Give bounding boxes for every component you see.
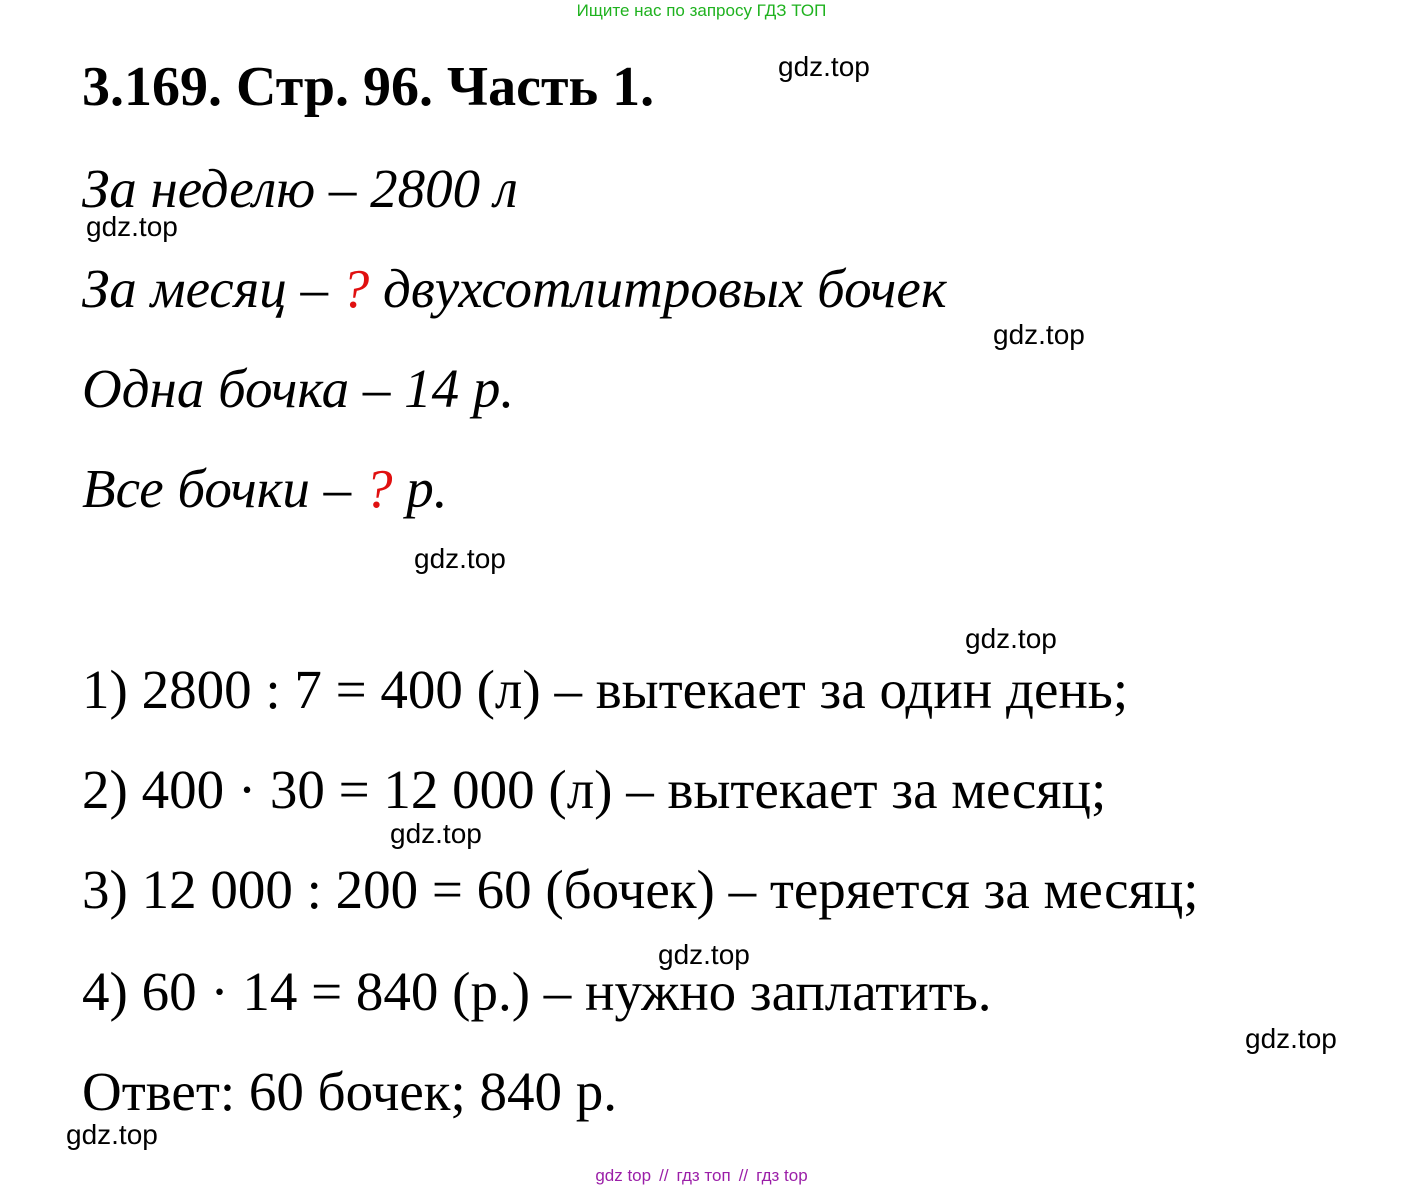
footer-link[interactable]: гдз топ [676,1166,731,1185]
watermark: gdz.top [66,1119,158,1150]
condition-line-month [82,256,947,322]
footer-link[interactable]: гдз top [756,1166,808,1185]
condition-line-total [82,456,447,522]
watermark: gdz.top [414,543,506,574]
condition-text: Одна бочка – 14 р. [82,358,515,419]
footer-links [0,1166,1403,1186]
solution-step-3: 3) 12 000 : 200 = 60 (бочек) – теряется за месяц; [82,859,1199,920]
solution-step-1: 1) 2800 : 7 = 400 (л) – вытекает за один день; [82,659,1129,720]
answer-line: Ответ: 60 бочек; 840 р. [82,1061,618,1122]
search-banner: Ищите нас по запросу ГДЗ ТОП [576,1,827,20]
watermark: gdz.top [658,939,750,970]
watermark: gdz.top [965,623,1057,654]
exercise-title: 3.169. Стр. 96. Часть 1. [82,56,655,118]
question-mark: ? [341,258,370,319]
solution-step-4: 4) 60 · 14 = 840 (р.) – нужно заплатить. [82,961,992,1022]
footer-separator: // [659,1166,669,1185]
question-mark: ? [364,458,393,519]
condition-text: двухсотлитровых бочек [369,258,947,319]
condition-text: За месяц – [82,258,342,319]
condition-line-barrel-price [82,356,514,422]
condition-text: Все бочки – [82,458,365,519]
footer-separator: // [738,1166,749,1185]
solution-step-2: 2) 400 · 30 = 12 000 (л) – вытекает за месяц; [82,759,1107,820]
watermark: gdz.top [993,319,1085,350]
condition-text: р. [392,458,448,519]
watermark: gdz.top [778,51,870,82]
watermark: gdz.top [390,818,482,849]
footer-link[interactable]: gdz top [595,1166,652,1185]
watermark: gdz.top [1245,1023,1337,1054]
condition-text: За неделю – 2800 л [82,158,518,219]
watermark: gdz.top [86,211,178,242]
